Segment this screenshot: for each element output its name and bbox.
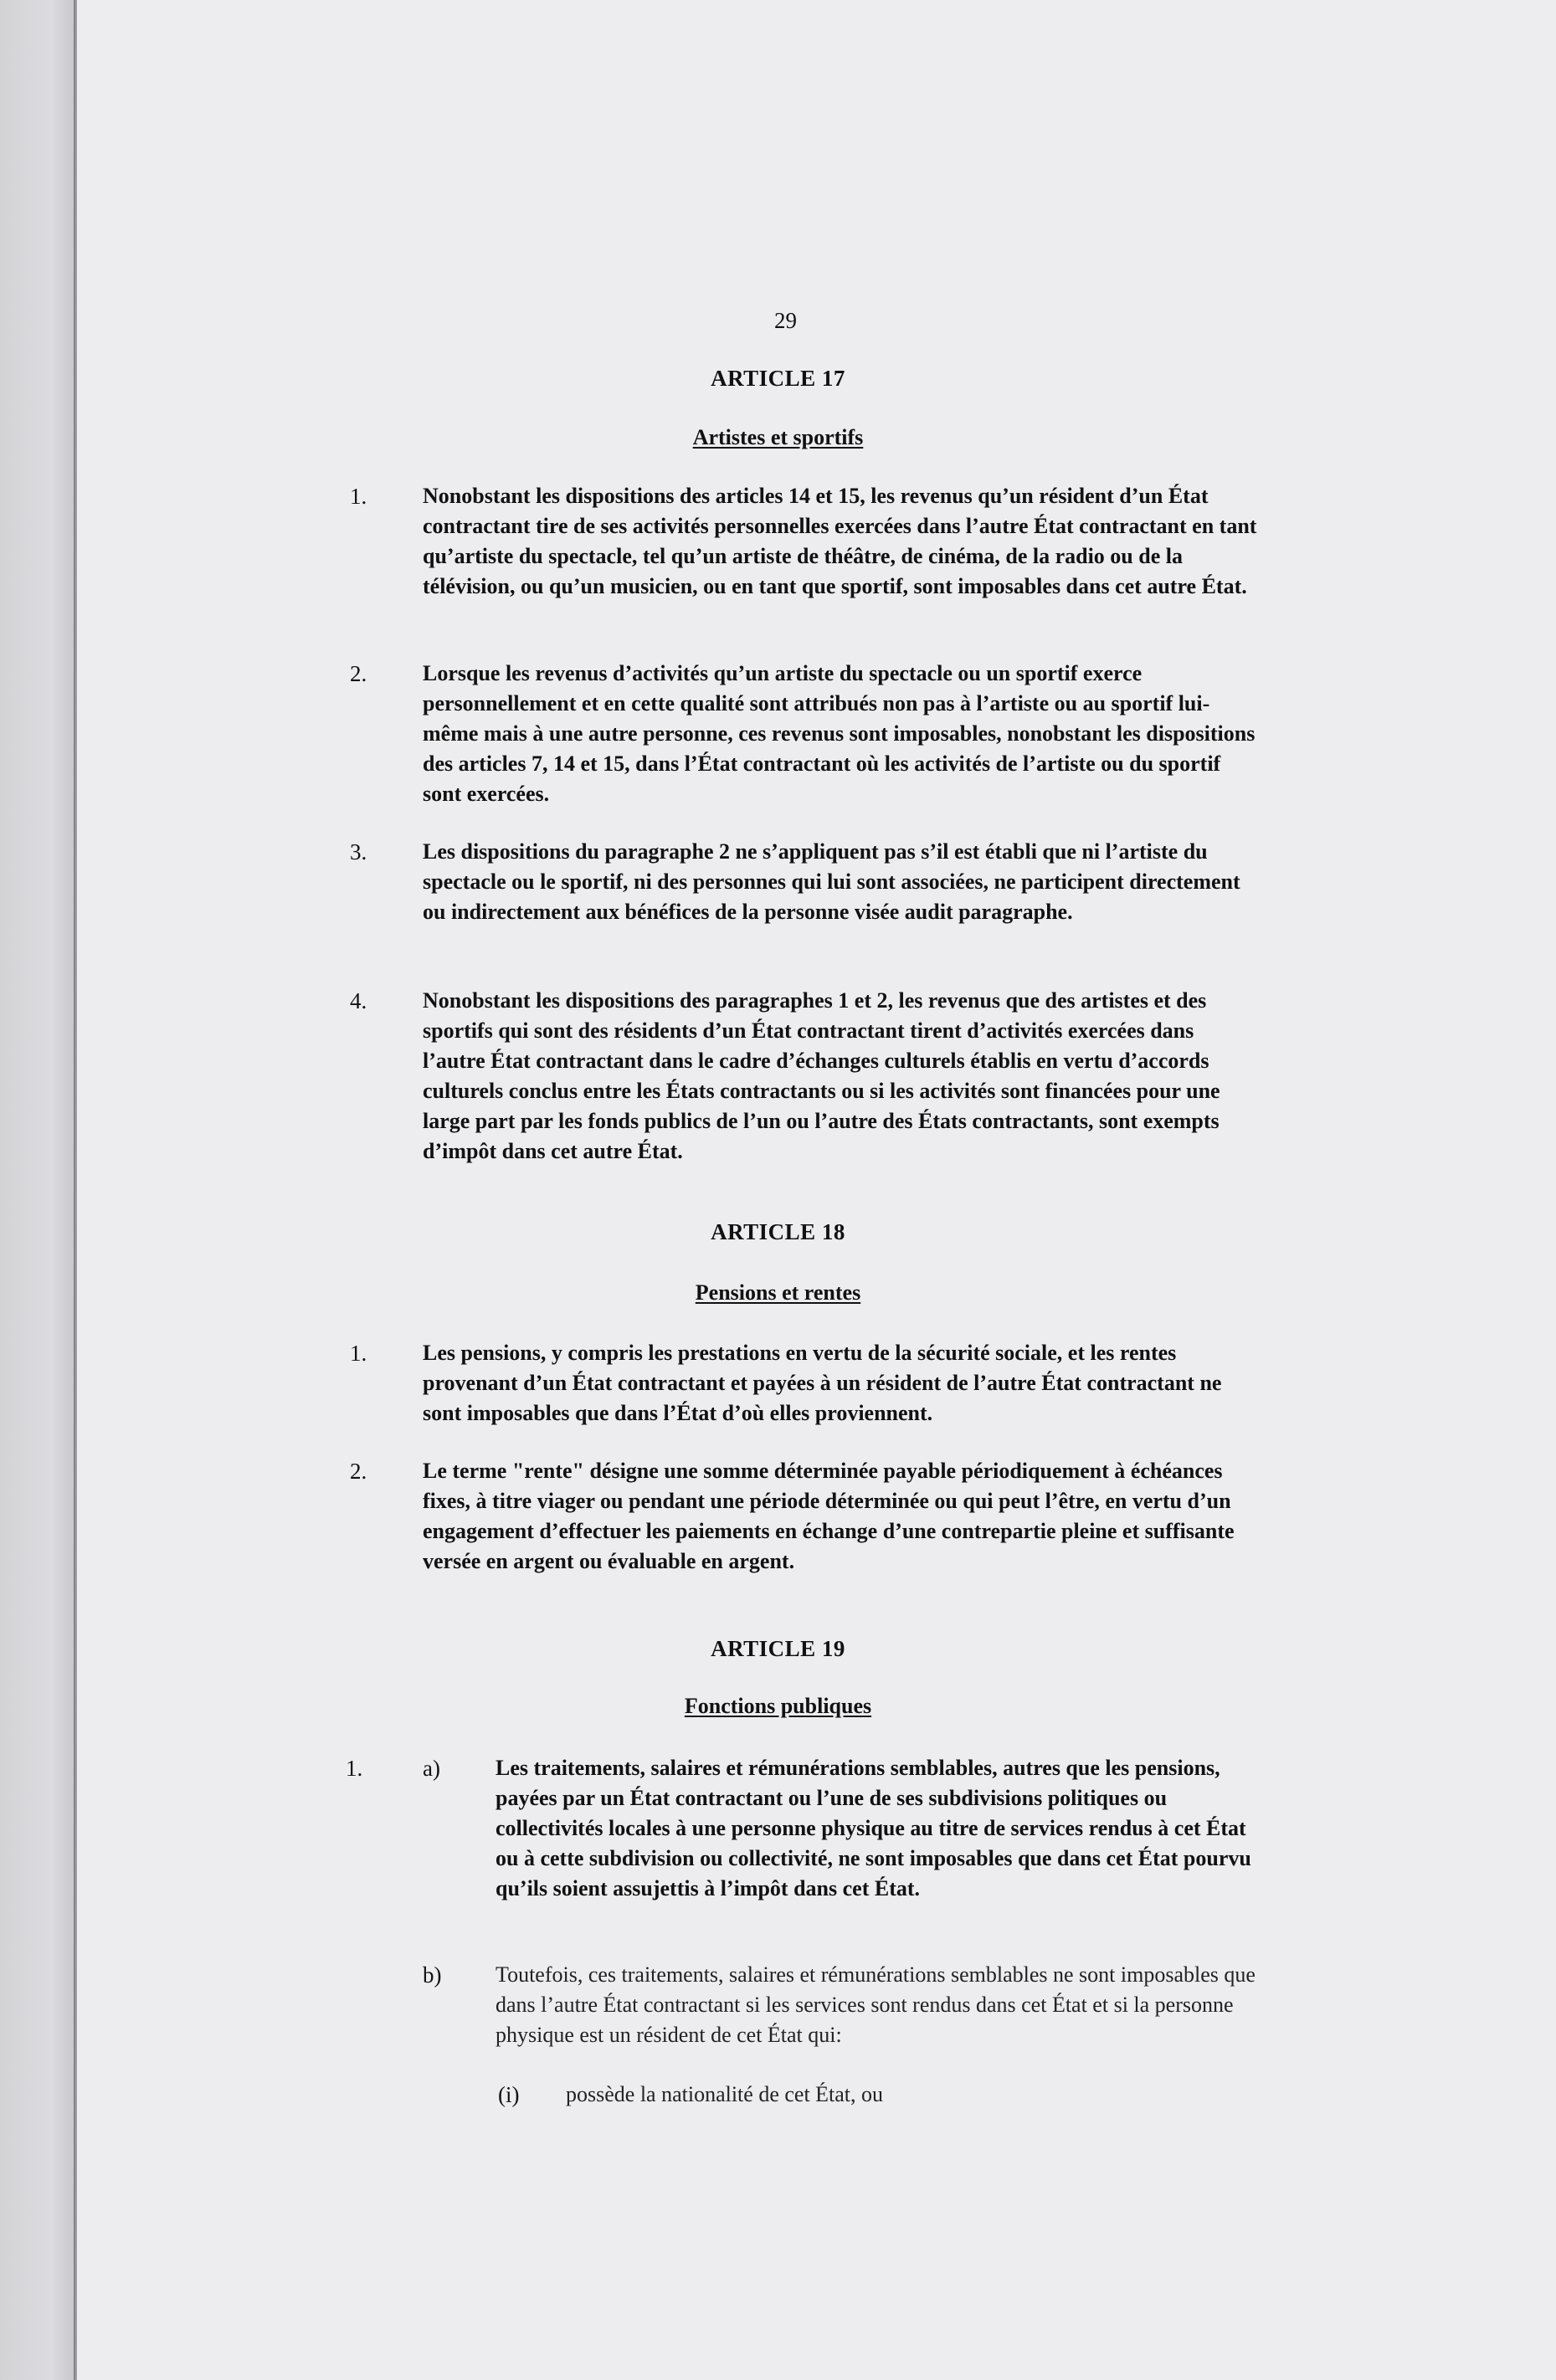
article-18-paragraph-2: Le terme "rente" désigne une somme déterminée payable périodiquement à échéances fixes, à titre viager ou pendant une période déterminée ou qui peut l’être, en vertu d’un engagement d’effectuer les paiements en échange d’une contrepartie pleine et suffisante versée en argent ou évaluable en argent. xyxy=(423,1459,1235,1573)
paragraph-number: 1. xyxy=(350,1341,367,1366)
paragraph-number: 2. xyxy=(350,661,367,686)
article-18-title: ARTICLE 18 xyxy=(711,1219,845,1244)
subparagraph-roman: (i) xyxy=(498,2082,520,2107)
article-18-paragraph-1: Les pensions, y compris les prestations en vertu de la sécurité sociale, et les rentes provenant d’un État contractant et payées à un résident de l’autre État contractant ne sont imposables que dans l’État d’où elles proviennent. xyxy=(423,1341,1222,1425)
page-number: 29 xyxy=(774,308,797,333)
article-19-paragraph-1b-i: possède la nationalité de cet État, ou xyxy=(566,2082,884,2106)
article-17-paragraph-1: Nonobstant les dispositions des articles 14 et 15, les revenus qu’un résident d’un État contractant tire de ses activités personnelles exercées dans l’autre État contractant en tant qu’artiste du spectacle, tel qu’un artiste de théâtre, de cinéma, de la radio ou de la télévision, ou qu’un musicien, ou en tant que sportif, sont imposables dans cet autre État. xyxy=(423,484,1257,598)
page-left-shadow xyxy=(0,0,74,2380)
subparagraph-letter: b) xyxy=(423,1962,442,1988)
article-17-subtitle: Artistes et sportifs xyxy=(692,425,864,449)
subparagraph-letter: a) xyxy=(423,1756,440,1781)
article-17-title: ARTICLE 17 xyxy=(711,366,845,391)
paragraph-number: 1. xyxy=(350,484,367,509)
paragraph-number: 2. xyxy=(350,1459,367,1484)
paragraph-number: 3. xyxy=(350,839,367,864)
article-19-title: ARTICLE 19 xyxy=(711,1636,845,1661)
paragraph-number: 1. xyxy=(346,1756,363,1781)
article-19-subtitle: Fonctions publiques xyxy=(684,1694,872,1718)
article-19-paragraph-1a: Les traitements, salaires et rémunérations semblables, autres que les pensions, payées par un État contractant ou l’une de ses subdivisions politiques ou collectivités locales à une personne physique au titre de services rendus à cet État ou à cette subdivision ou collectivité, ne sont imposables que dans cet État pourvu qu’ils soient assujettis à l’impôt dans cet État. xyxy=(496,1756,1251,1900)
paragraph-number: 4. xyxy=(350,988,367,1013)
article-17-paragraph-3: Les dispositions du paragraphe 2 ne s’appliquent pas s’il est établi que ni l’artiste du spectacle ou le sportif, ni des personnes qui lui sont associées, ne participent directement ou indirectement aux bénéfices de la personne visée audit paragraphe. xyxy=(423,839,1240,924)
article-17-paragraph-2: Lorsque les revenus d’activités qu’un artiste du spectacle ou un sportif exerce personnellement et en cette qualité sont attribués non pas à l’artiste ou au sportif lui-même mais à une autre personne, ces revenus sont imposables, nonobstant les dispositions des articles 7, 14 et 15, dans l’État contractant où les activités de l’artiste ou du sportif sont exercées. xyxy=(423,661,1256,806)
article-18-subtitle: Pensions et rentes xyxy=(695,1280,861,1305)
article-19-paragraph-1b: Toutefois, ces traitements, salaires et rémunérations semblables ne sont imposables que dans l’autre État contractant si les services sont rendus dans cet État et si la personne physique est un résident de cet État qui: xyxy=(496,1962,1256,2047)
article-17-paragraph-4: Nonobstant les dispositions des paragraphes 1 et 2, les revenus que des artistes et des sportifs qui sont des résidents d’un État contractant tirent d’activités exercées dans l’autre État contractant dans le cadre d’échanges culturels établis en vertu d’accords culturels conclus entre les États contractants ou si les activités sont financées pour une large part par les fonds publics de l’un ou l’autre des États contractants, sont exempts d’impôt dans cet autre État. xyxy=(423,988,1220,1163)
